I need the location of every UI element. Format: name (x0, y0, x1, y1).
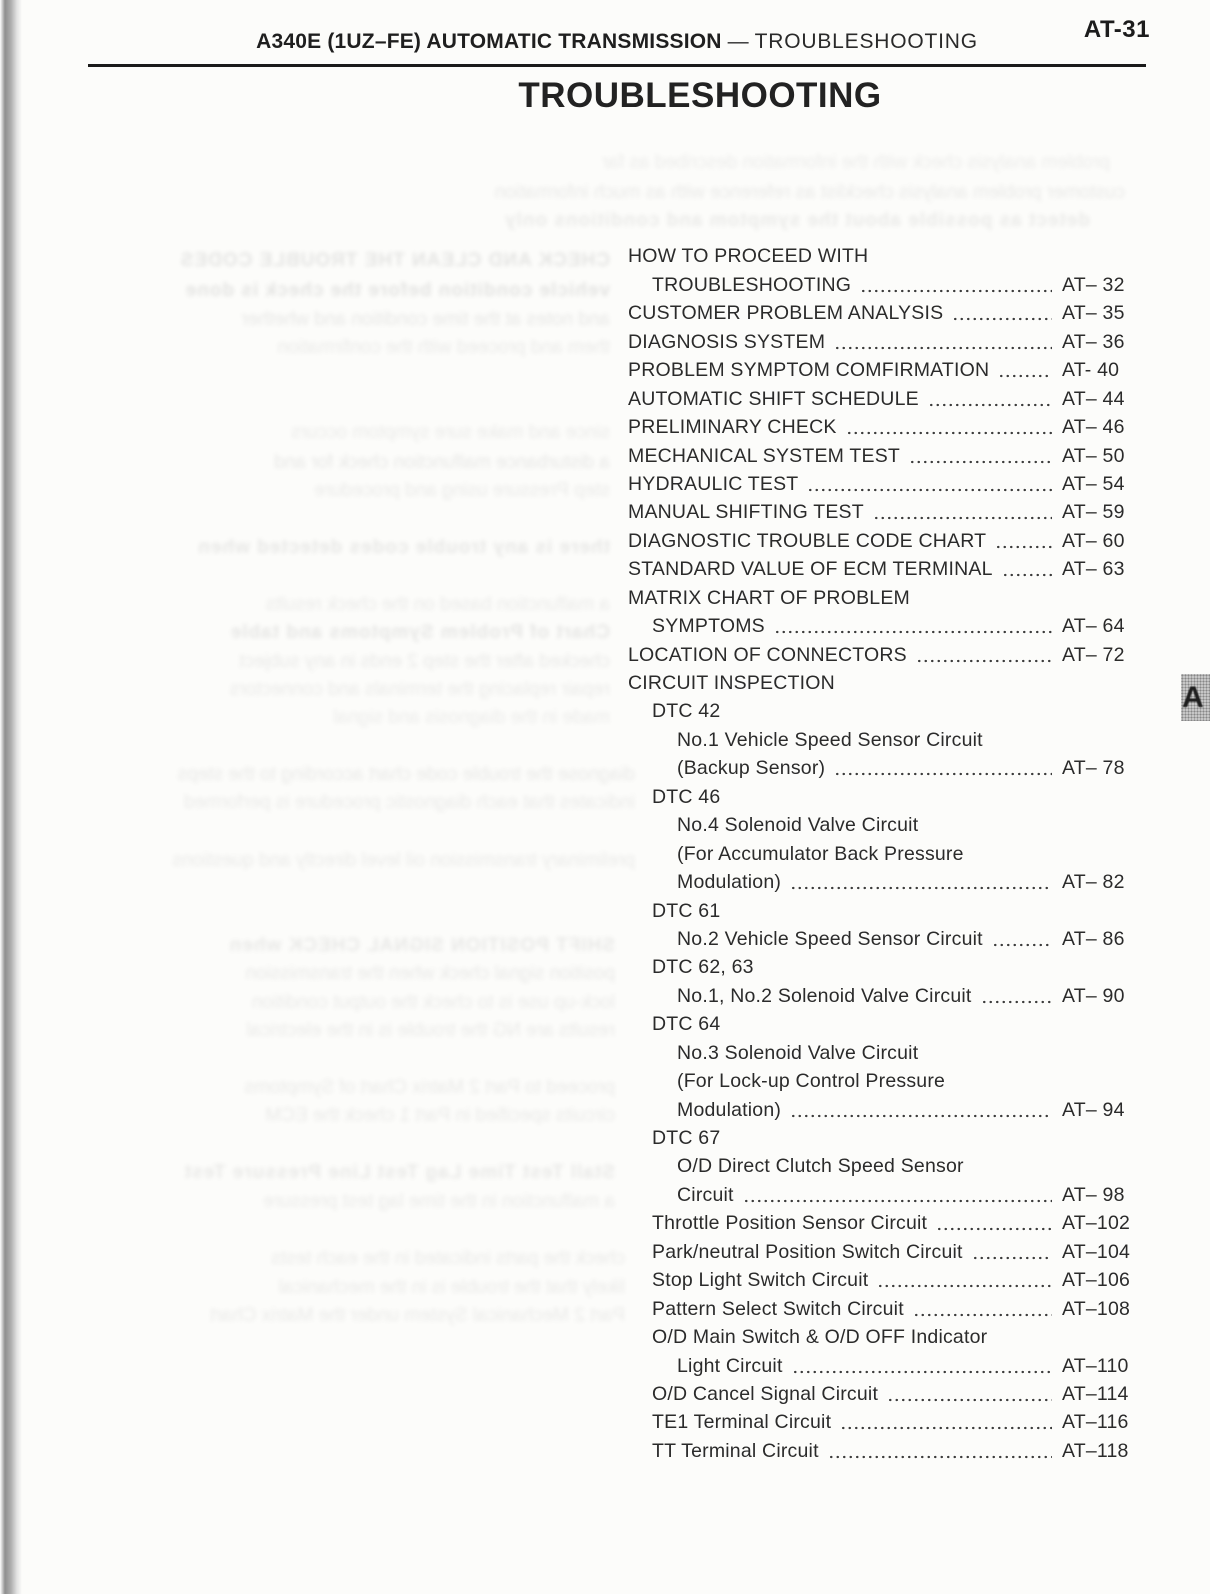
bleed-through-text: there is any trouble codes detected when (197, 537, 610, 558)
bleed-through-text: indicates that each diagnostic procedure is performed (184, 792, 635, 813)
toc-page-ref: AT–116 (1062, 1411, 1129, 1434)
toc-page-ref: AT– 90 (1062, 984, 1125, 1007)
dot-leader (743, 1199, 1052, 1203)
dot-leader (952, 317, 1052, 321)
toc-entry (628, 726, 1136, 754)
toc-entry (628, 1267, 1136, 1295)
toc-entry (628, 926, 1136, 954)
dot-leader (916, 659, 1052, 663)
toc-page-ref: AT– 86 (1062, 927, 1125, 950)
toc-entry (628, 357, 1136, 385)
toc-entry-label: TE1 Terminal Circuit (652, 1411, 832, 1434)
page-number: AT-31 (1083, 16, 1150, 43)
toc-entry (628, 1096, 1136, 1124)
toc-page-ref: AT– 59 (1062, 501, 1125, 524)
running-header-model: A340E (1UZ–FE) AUTOMATIC TRANSMISSION (256, 30, 722, 53)
dot-leader (774, 630, 1052, 634)
toc-page-ref: AT– 54 (1062, 472, 1125, 495)
section-tab (1181, 674, 1210, 721)
bleed-through-text: checked after the step 2 ends in any subject (239, 651, 610, 672)
toc-page-ref: AT– 32 (1062, 273, 1125, 296)
dot-leader (860, 289, 1052, 293)
bleed-through-text: diagnose the trouble code chart according to the steps (177, 764, 635, 785)
bleed-through-text: Stall Test Time Lag Test Line Pressure Test (183, 1162, 615, 1183)
dot-leader (834, 346, 1052, 350)
toc-entry (628, 698, 1136, 726)
bleed-through-text: since and make sure symptom occurs (291, 422, 610, 443)
dot-leader (1002, 573, 1052, 577)
toc-entry (628, 812, 1136, 840)
toc-entry-label: Light Circuit (677, 1354, 783, 1377)
toc-entry-label: O/D Direct Clutch Speed Sensor (677, 1155, 964, 1178)
toc-entry (628, 1437, 1136, 1465)
bleed-through-text: SHIFT POSITION SIGNAL CHECK when (228, 935, 615, 956)
toc-page-ref: AT– 46 (1062, 416, 1125, 439)
toc-page-ref: AT–106 (1062, 1269, 1131, 1292)
toc-entry (628, 869, 1136, 897)
toc-entry-label: HOW TO PROCEED WITH (628, 245, 869, 268)
toc-entry (628, 613, 1136, 641)
toc-page-ref: AT–104 (1062, 1240, 1131, 1263)
toc-entry (628, 300, 1136, 328)
dot-leader (828, 1455, 1052, 1459)
toc-entry-label: DTC 61 (652, 899, 721, 922)
toc-entry-label: LOCATION OF CONNECTORS (628, 643, 907, 666)
toc-entry-label: STANDARD VALUE OF ECM TERMINAL (628, 558, 993, 581)
toc-entry (628, 670, 1136, 698)
toc-entry (628, 385, 1136, 413)
toc-page-ref: AT–102 (1062, 1212, 1131, 1235)
toc-page-ref: AT– 36 (1062, 330, 1125, 353)
bleed-through-text: customer problem analysis checklist as reference with as much information (494, 182, 1125, 203)
toc-entry-label: TT Terminal Circuit (652, 1439, 819, 1462)
toc-entry-label: DTC 67 (652, 1127, 721, 1149)
dot-leader (913, 1313, 1052, 1317)
toc-entry-label: (For Accumulator Back Pressure (677, 842, 964, 865)
toc-entry (628, 527, 1136, 555)
bleed-through-text: problem analysis check with the information described as far (602, 152, 1110, 173)
toc-entry-label: No.1, No.2 Solenoid Valve Circuit (677, 984, 972, 1007)
toc-entry-label: DTC 62, 63 (652, 956, 754, 979)
toc-entry-label: No.3 Solenoid Valve Circuit (677, 1041, 919, 1064)
toc-entry-label: Modulation) (677, 1098, 782, 1121)
toc-entry-label: Pattern Select Switch Circuit (652, 1297, 904, 1320)
toc-entry (628, 641, 1136, 669)
toc-entry-label: MANUAL SHIFTING TEST (628, 501, 864, 524)
bleed-through-text: results are NG the trouble is in the electrical (246, 1020, 615, 1041)
toc-entry-label: No.4 Solenoid Valve Circuit (677, 814, 919, 837)
toc-entry-label: O/D Cancel Signal Circuit (652, 1382, 879, 1405)
bleed-through-text: circuits specified in Part 1 check the ECM (265, 1105, 615, 1126)
dot-leader (792, 1370, 1052, 1374)
toc-entry (628, 1039, 1136, 1067)
dot-leader (846, 431, 1052, 435)
toc-entry-label: DIAGNOSTIC TROUBLE CODE CHART (628, 529, 987, 552)
running-header (88, 30, 1146, 54)
dot-leader (790, 886, 1052, 890)
toc-entry-label: PRELIMINARY CHECK (628, 416, 837, 439)
toc-entry (628, 783, 1136, 811)
bleed-through-text: proceed to Part 2 Matrix Chart of Symptoms (244, 1077, 615, 1098)
bleed-through-text: likely that the trouble is in the mechanical (278, 1277, 625, 1298)
toc-entry-label: CIRCUIT INSPECTION (628, 672, 835, 694)
dot-leader (928, 403, 1052, 407)
toc-entry-label: No.1 Vehicle Speed Sensor Circuit (677, 728, 983, 751)
bleed-through-text: them and proceed with the confirmation (277, 337, 610, 358)
toc-entry-label: (For Lock-up Control Pressure (677, 1070, 946, 1093)
toc-page-ref: AT- 40 (1062, 359, 1120, 382)
dot-leader (936, 1227, 1052, 1231)
toc-entry (628, 1324, 1136, 1352)
toc-page-ref: AT–114 (1062, 1382, 1129, 1405)
header-rule (88, 64, 1146, 67)
toc-entry-label: Park/neutral Position Switch Circuit (652, 1240, 963, 1263)
toc-entry-label: DTC 64 (652, 1013, 721, 1036)
bleed-through-text: a malfunction in the time lag test pressure (263, 1191, 615, 1212)
toc-entry (628, 954, 1136, 982)
toc-page-ref: AT– 50 (1062, 444, 1125, 467)
bleed-through-text: CHECK AND CLEAN THE TROUBLE CODES (179, 250, 610, 271)
bleed-through-text: check the parts indicated in the each tests (271, 1248, 625, 1269)
bleed-through-text: Chart of Problem Symptoms and table (229, 622, 610, 643)
toc-entry (628, 328, 1136, 356)
bleed-through-text: made in the diagnosis and signal (333, 707, 610, 728)
toc-entry (628, 1381, 1136, 1409)
bleed-through-text: Part 2 Mechanical System under the Matrix Chart (209, 1305, 625, 1326)
toc-entry (628, 556, 1136, 584)
toc-page-ref: AT–118 (1062, 1439, 1129, 1462)
toc-entry-label: HYDRAULIC TEST (628, 472, 799, 495)
bleed-through-text: lock-up use is to check the output condition (251, 992, 615, 1013)
page-title: TROUBLESHOOTING (518, 76, 882, 115)
dot-leader (909, 460, 1052, 464)
bleed-through-text: vehicle condition before the check is done (184, 280, 610, 301)
dot-leader (998, 374, 1052, 378)
toc-page-ref: AT–108 (1062, 1297, 1131, 1320)
toc-entry (628, 1295, 1136, 1323)
dot-leader (981, 1000, 1052, 1004)
bleed-through-text: step Pressure using and procedure (314, 480, 610, 501)
toc-page-ref: AT– 35 (1062, 302, 1125, 325)
toc-entry (628, 584, 1136, 612)
dot-leader (995, 545, 1052, 549)
toc-entry-label: AUTOMATIC SHIFT SCHEDULE (628, 387, 919, 410)
toc-entry-label: Stop Light Switch Circuit (652, 1269, 869, 1292)
toc-entry-label: DTC 46 (652, 785, 721, 808)
toc-entry (628, 1068, 1136, 1096)
bleed-through-text: repair replacing the terminals and connectors (229, 679, 610, 700)
toc-entry (628, 1181, 1136, 1209)
dot-leader (807, 488, 1052, 492)
toc-entry (628, 499, 1136, 527)
toc-entry (628, 1210, 1136, 1238)
toc-entry-label: (Backup Sensor) (677, 757, 826, 780)
toc-entry (628, 897, 1136, 925)
toc-page-ref: AT– 72 (1062, 643, 1125, 666)
dot-leader (992, 943, 1052, 947)
toc-entry (628, 243, 1136, 271)
toc-entry-label: TROUBLESHOOTING (652, 273, 852, 296)
toc-page-ref: AT– 44 (1062, 387, 1125, 410)
dot-leader (834, 772, 1052, 776)
toc-page-ref: AT– 98 (1062, 1183, 1125, 1206)
bleed-through-text: preliminary transmission oil level directly and questions (172, 850, 635, 871)
toc-entry-label: DTC 42 (652, 700, 721, 723)
toc-page-ref: AT– 63 (1062, 558, 1125, 581)
toc-page-ref: AT– 78 (1062, 757, 1125, 780)
toc-entry-label: Modulation) (677, 871, 782, 894)
toc-entry (628, 1125, 1136, 1153)
bleed-through-text: a malfunction based on the check results (265, 594, 610, 615)
toc-entry-label: No.2 Vehicle Speed Sensor Circuit (677, 927, 983, 950)
toc-page-ref: AT– 64 (1062, 615, 1125, 638)
bleed-through-text: detect as possible about the symptom and conditions only (504, 210, 1090, 231)
dot-leader (887, 1398, 1052, 1402)
toc-entry (628, 840, 1136, 868)
toc-entry (628, 414, 1136, 442)
toc-page-ref: AT– 82 (1062, 871, 1125, 894)
bleed-through-text: a disturbance malfunction check for and (274, 452, 610, 473)
running-header-section: TROUBLESHOOTING (754, 30, 978, 53)
toc-entry-label: MATRIX CHART OF PROBLEM (628, 586, 910, 609)
toc-page-ref: AT–110 (1062, 1354, 1129, 1377)
running-header-separator: — (727, 30, 749, 53)
dot-leader (972, 1256, 1052, 1260)
toc-entry (628, 1238, 1136, 1266)
section-tab-label: A (1182, 680, 1204, 714)
toc-entry (628, 471, 1136, 499)
toc-entry (628, 271, 1136, 299)
toc-page-ref: AT– 94 (1062, 1098, 1125, 1121)
toc-entry-label: SYMPTOMS (652, 615, 765, 638)
dot-leader (840, 1426, 1052, 1430)
dot-leader (873, 516, 1052, 520)
toc-entry-label: DIAGNOSIS SYSTEM (628, 330, 826, 353)
toc-entry (628, 442, 1136, 470)
toc-entry (628, 982, 1136, 1010)
dot-leader (790, 1114, 1052, 1118)
toc-entry (628, 1153, 1136, 1181)
toc-entry (628, 1011, 1136, 1039)
toc-entry (628, 1409, 1136, 1437)
page-binding-shadow (0, 0, 22, 1594)
toc-list (628, 243, 1136, 1466)
bleed-through-text: and notes at the time condition and whether (241, 309, 610, 330)
toc-entry (628, 755, 1136, 783)
toc-entry-label: Circuit (677, 1183, 734, 1206)
toc-entry-label: PROBLEM SYMPTOM COMFIRMATION (628, 359, 990, 382)
toc-entry-label: MECHANICAL SYSTEM TEST (628, 444, 901, 467)
toc-entry-label: CUSTOMER PROBLEM ANALYSIS (628, 302, 944, 325)
bleed-through-text: position signal check when the transmission (245, 963, 615, 984)
dot-leader (877, 1284, 1052, 1288)
toc-page-ref: AT– 60 (1062, 529, 1125, 552)
toc-entry-label: O/D Main Switch & O/D OFF Indicator (652, 1326, 988, 1349)
toc-entry (628, 1352, 1136, 1380)
toc-entry-label: Throttle Position Sensor Circuit (652, 1212, 928, 1235)
